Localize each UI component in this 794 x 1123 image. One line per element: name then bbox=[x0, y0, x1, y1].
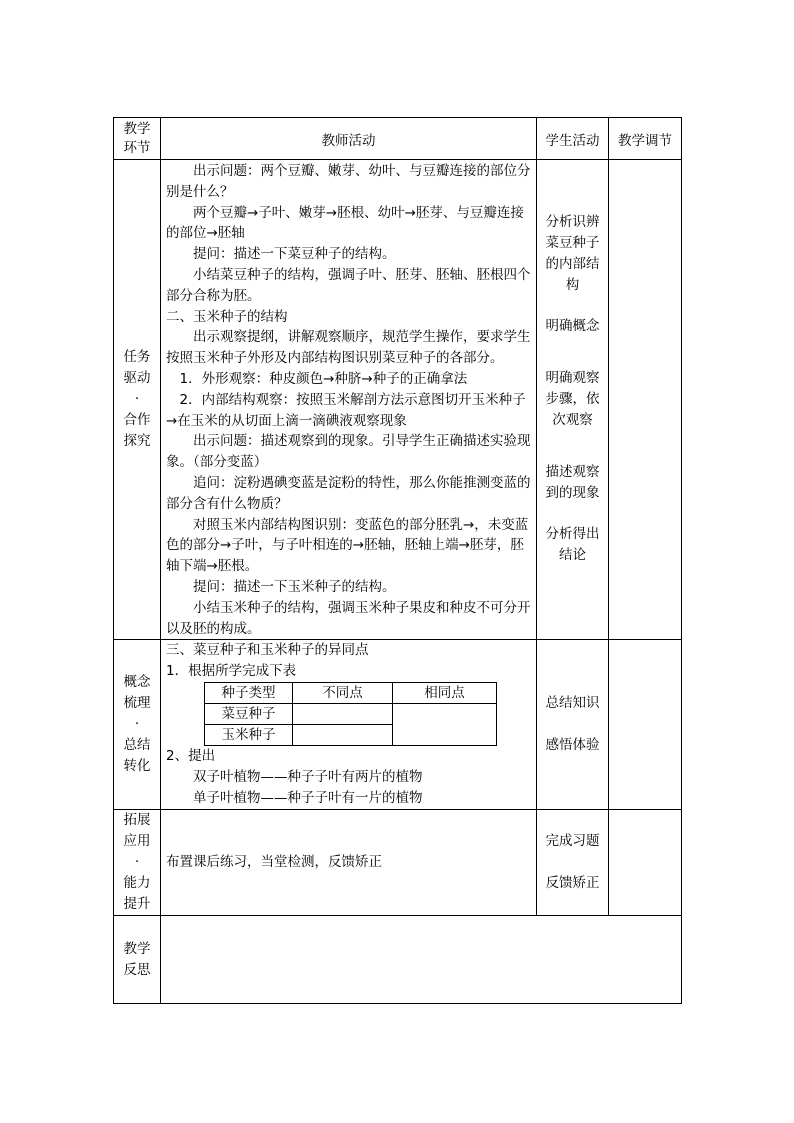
teacher-paragraph: 两个豆瓣→子叶、嫩芽→胚根、幼叶→胚芽、与豆瓣连接的部位→胚轴 bbox=[166, 204, 524, 242]
comparison-blank-cell[interactable] bbox=[293, 703, 393, 724]
stage-extension bbox=[114, 810, 161, 916]
teacher-paragraph: 布置课后练习，当堂检测，反馈矫正 bbox=[166, 854, 382, 871]
stage-line: 教学 bbox=[123, 940, 151, 957]
comparison-seed-type: 玉米种子 bbox=[205, 724, 293, 745]
concept-row bbox=[114, 640, 682, 810]
student-line: 感悟体验 bbox=[545, 737, 600, 754]
adjust-task bbox=[609, 160, 682, 640]
student-activity-concept bbox=[537, 640, 609, 810]
header-stage-text bbox=[114, 120, 160, 158]
reflection-row bbox=[114, 916, 682, 1004]
comparison-header: 不同点 bbox=[293, 682, 393, 703]
teacher-paragraph: 1．外形观察：种皮颜色→种脐→种子的正确拿法 bbox=[179, 370, 468, 387]
teacher-paragraph: 2、提出 bbox=[166, 747, 216, 764]
stage-line: · bbox=[134, 854, 140, 871]
teacher-paragraph: 提问：描述一下菜豆种子的结构。 bbox=[193, 246, 396, 263]
stage-line: 应用 bbox=[123, 833, 151, 850]
teacher-paragraph: 小结玉米种子的结构，强调玉米种子果皮和种皮不可分开以及胚的构成。 bbox=[166, 599, 531, 637]
teacher-activity-concept bbox=[161, 640, 537, 810]
stage-line: · bbox=[134, 716, 140, 733]
stage-line: 能力 bbox=[123, 875, 151, 892]
stage-line: 拓展 bbox=[123, 812, 151, 829]
student-line: 次观察 bbox=[552, 412, 593, 428]
comparison-blank-cell[interactable] bbox=[293, 724, 393, 745]
student-line: 分析得出 bbox=[545, 526, 600, 542]
student-block bbox=[537, 431, 608, 504]
spacer bbox=[537, 852, 608, 873]
header-stage bbox=[114, 118, 161, 160]
student-line: 结论 bbox=[559, 547, 586, 563]
teacher-paragraph: 1．根据所学完成下表 bbox=[166, 663, 297, 680]
comparison-seed-type: 菜豆种子 bbox=[205, 703, 293, 724]
comparison-header-row bbox=[205, 682, 497, 703]
stage-reflection bbox=[114, 916, 161, 1004]
stage-line: · bbox=[134, 391, 140, 408]
task-driven-row bbox=[114, 160, 682, 640]
stage-line: 梳理 bbox=[123, 695, 151, 712]
student-line: 描述观察 bbox=[545, 464, 600, 480]
stage-line: 总结 bbox=[123, 737, 151, 754]
student-line: 完成习题 bbox=[545, 833, 600, 850]
adjust-concept bbox=[609, 640, 682, 810]
teacher-paragraph: 小结菜豆种子的结构，强调子叶、胚芽、胚轴、胚根四个部分合称为胚。 bbox=[166, 266, 531, 304]
teacher-paragraph: 提问：描述一下玉米种子的结构。 bbox=[193, 578, 396, 595]
header-row bbox=[114, 118, 682, 160]
student-block bbox=[537, 504, 608, 566]
section-heading: 三、菜豆种子和玉米种子的异同点 bbox=[166, 642, 369, 659]
teacher-paragraph: 出示观察提纲，讲解观察顺序，规范学生操作，要求学生按照玉米种子外形及内部结构图识别菜豆种子的各部分。 bbox=[166, 329, 531, 367]
comparison-header: 相同点 bbox=[393, 682, 497, 703]
header-adjust: 教学调节 bbox=[609, 118, 682, 160]
student-line: 到的现象 bbox=[545, 485, 600, 501]
section-heading: 二、玉米种子的结构 bbox=[166, 308, 288, 325]
student-line: 反馈矫正 bbox=[545, 875, 600, 892]
teacher-paragraph: 出示问题：描述观察到的现象。引导学生正确描述实验现象。（部分变蓝） bbox=[166, 433, 531, 471]
stage-line: 任务 bbox=[123, 349, 151, 366]
stage-line: 反思 bbox=[123, 961, 151, 978]
seed-comparison-table bbox=[204, 682, 497, 746]
student-line: 明确概念 bbox=[545, 318, 600, 334]
header-teacher: 教师活动 bbox=[161, 118, 537, 160]
teacher-activity-task bbox=[161, 160, 537, 640]
lesson-plan-table bbox=[113, 117, 682, 1004]
header-stage-label: 教学环节 bbox=[123, 120, 151, 156]
definition-line: 双子叶植物——种子子叶有两片的植物 bbox=[193, 768, 423, 785]
definition-line: 单子叶植物——种子子叶有一片的植物 bbox=[193, 789, 423, 806]
stage-line: 转化 bbox=[123, 758, 151, 775]
student-line: 步骤，依 bbox=[545, 391, 600, 407]
student-block bbox=[537, 160, 608, 296]
extension-row bbox=[114, 810, 682, 916]
teacher-paragraph: 追问：淀粉遇碘变蓝是淀粉的特性，那么你能推测变蓝的部分含有什么物质？ bbox=[166, 474, 531, 512]
comparison-blank-cell[interactable] bbox=[393, 703, 497, 745]
student-line: 明确观察 bbox=[545, 370, 600, 386]
teacher-paragraph: 出示问题：两个豆瓣、嫩芽、幼叶、与豆瓣连接的部位分别是什么？ bbox=[166, 163, 531, 200]
student-activity-task bbox=[537, 160, 609, 640]
student-activity-extension bbox=[537, 810, 609, 916]
student-line: 分析识辨 bbox=[545, 214, 600, 230]
stage-task-driven bbox=[114, 160, 161, 640]
stage-line: 提升 bbox=[123, 896, 151, 913]
stage-line: 探究 bbox=[123, 433, 151, 450]
student-line: 的内部结 bbox=[545, 256, 600, 272]
student-block bbox=[537, 337, 608, 431]
student-line: 构 bbox=[565, 277, 580, 293]
header-student: 学生活动 bbox=[537, 118, 609, 160]
teacher-paragraph: 对照玉米内部结构图识别：变蓝色的部分胚乳→，未变蓝色的部分→子叶，与子叶相连的→胚轴，胚轴上端→胚芽，胚轴下端→胚根。 bbox=[166, 516, 529, 575]
student-line: 菜豆种子 bbox=[545, 235, 600, 251]
stage-line: 驱动 bbox=[123, 370, 151, 387]
stage-line: 概念 bbox=[123, 674, 151, 691]
adjust-extension bbox=[609, 810, 682, 916]
teacher-paragraph: 2．内部结构观察：按照玉米解剖方法示意图切开玉米种子→在玉米的从切面上滴一滴碘液观察现象 bbox=[166, 391, 526, 429]
stage-concept bbox=[114, 640, 161, 810]
stage-line: 合作 bbox=[123, 412, 151, 429]
comparison-header: 种子类型 bbox=[205, 682, 293, 703]
reflection-content[interactable] bbox=[161, 916, 682, 1004]
teacher-activity-extension bbox=[161, 810, 537, 916]
spacer bbox=[537, 714, 608, 735]
comparison-row bbox=[205, 703, 497, 724]
student-line: 总结知识 bbox=[545, 695, 600, 712]
student-block bbox=[537, 296, 608, 337]
